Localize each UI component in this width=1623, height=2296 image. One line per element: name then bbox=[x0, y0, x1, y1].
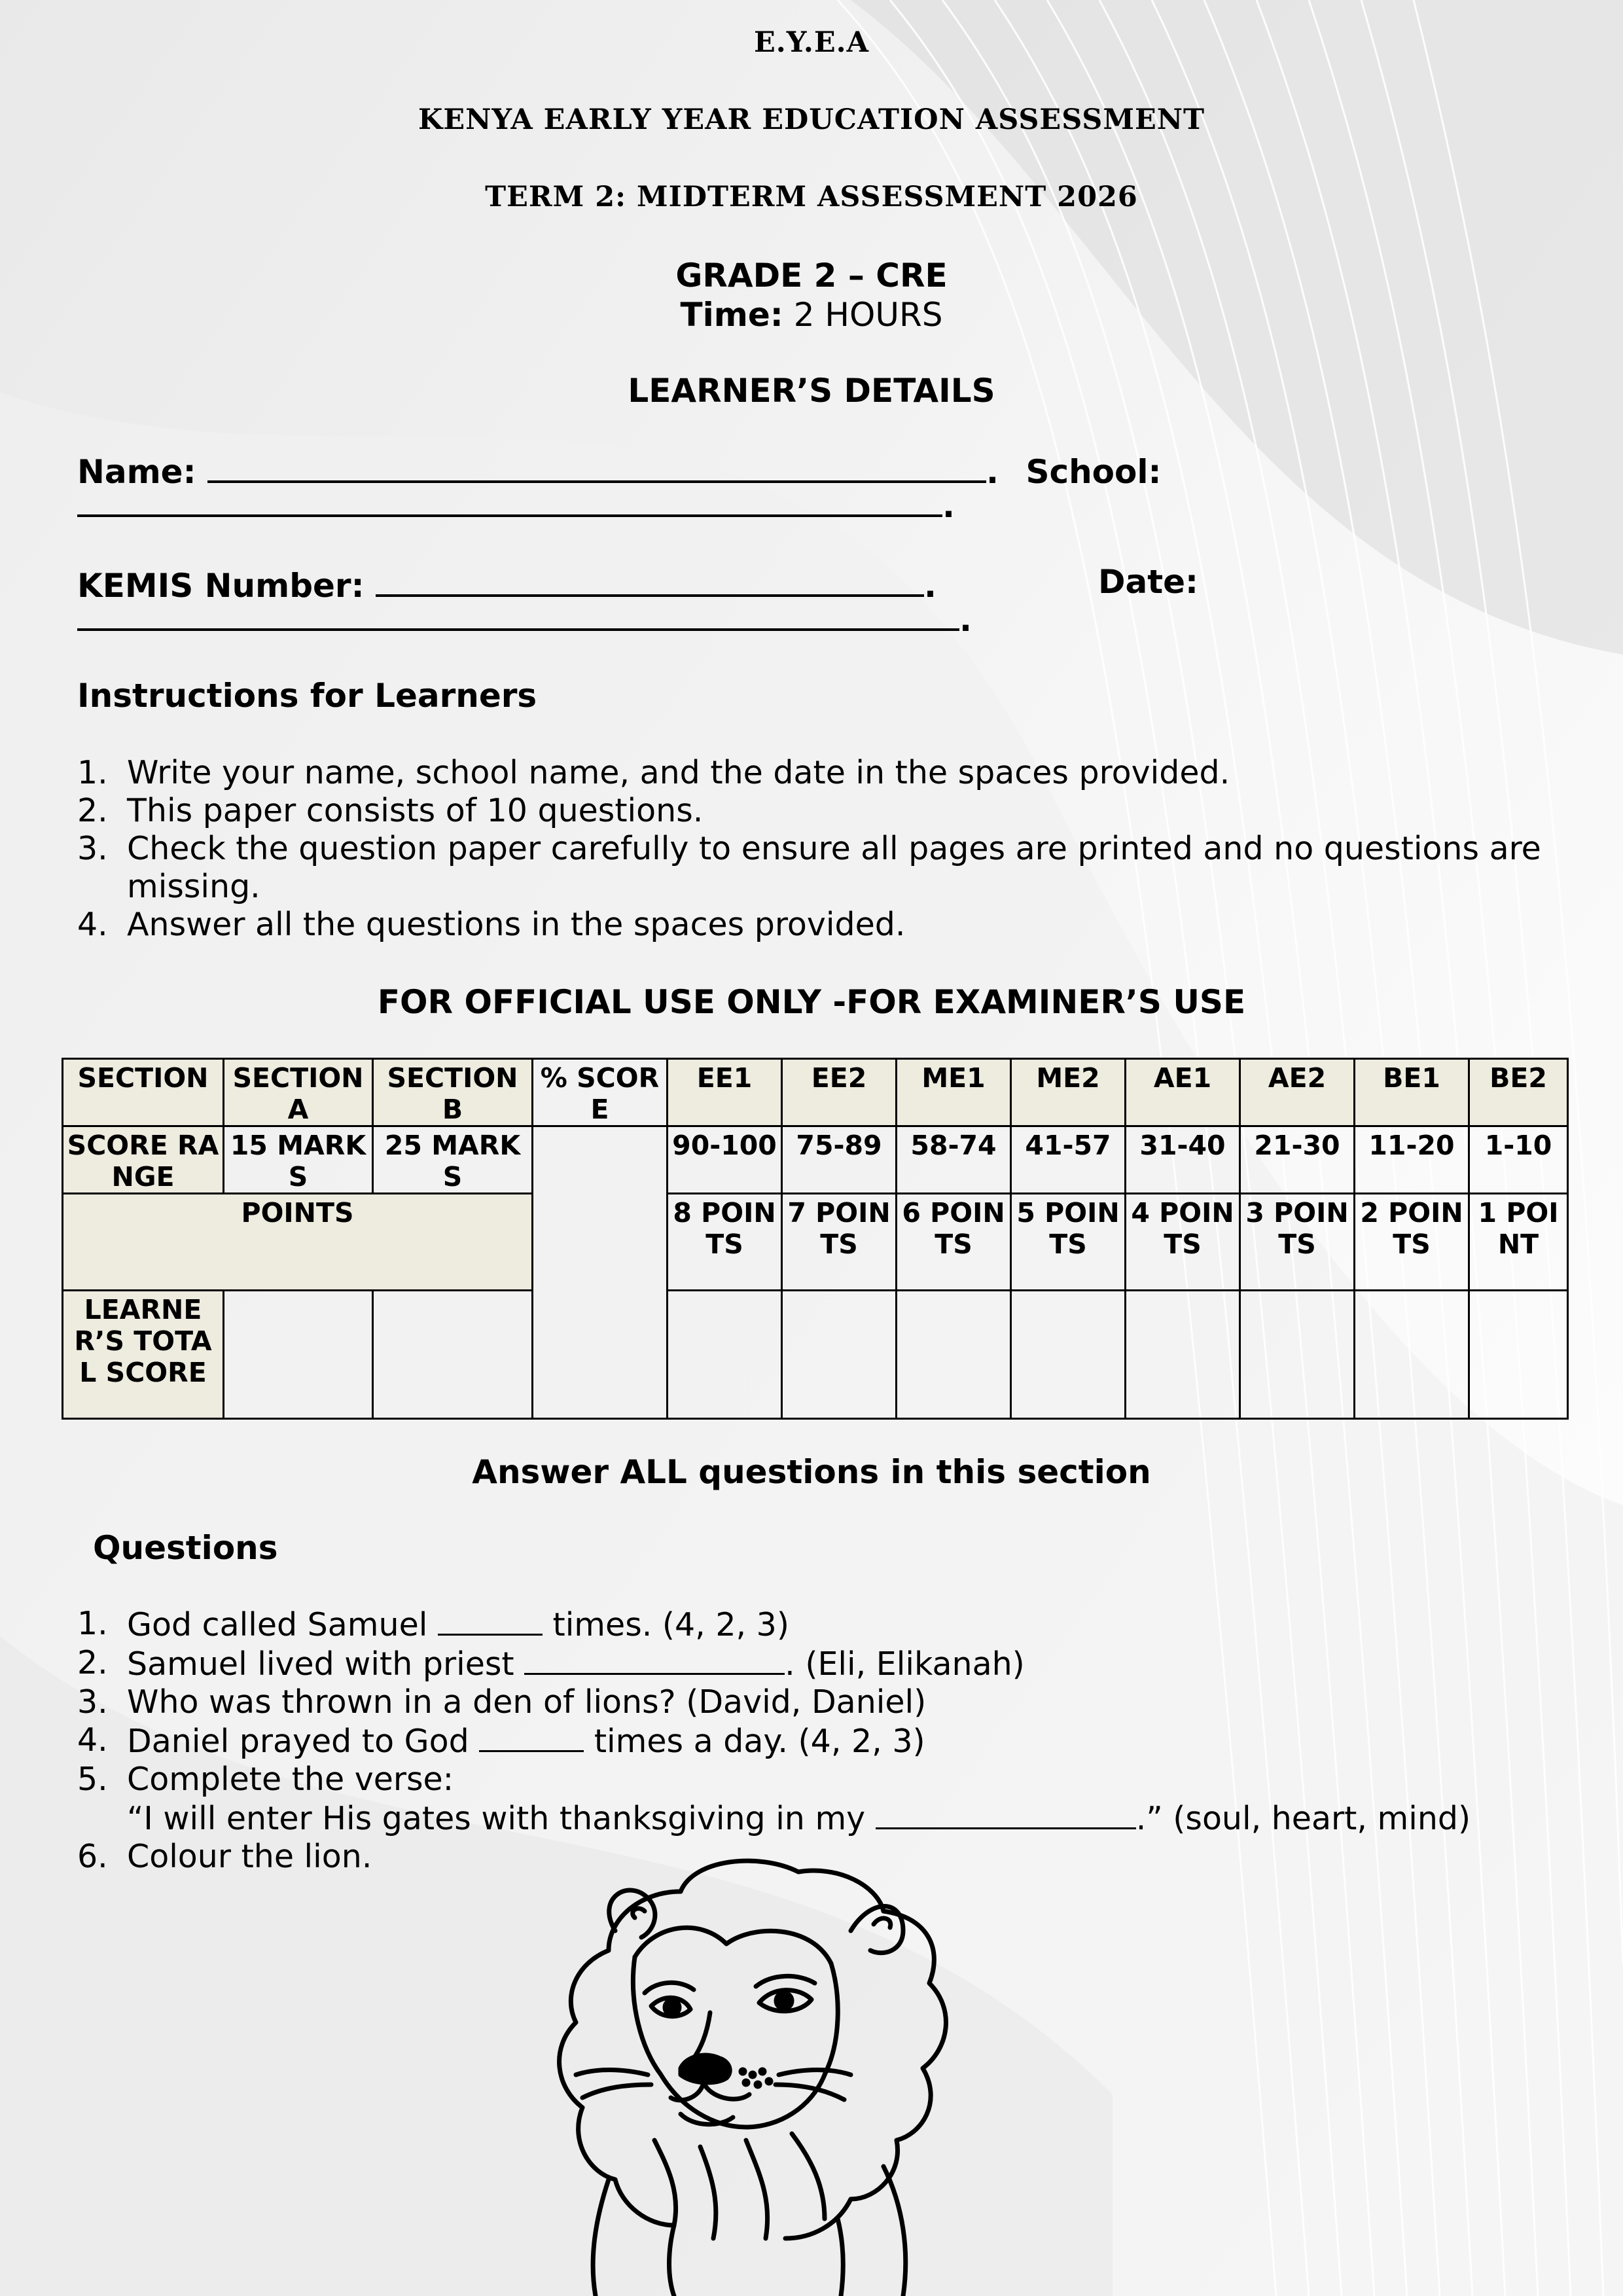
examiner-score-table bbox=[62, 1058, 1569, 1420]
question-item: 1. God called Samuel times. (4, 2, 3) bbox=[77, 1605, 789, 1643]
range-cell: 90-100 bbox=[668, 1126, 782, 1194]
level-score-cell[interactable] bbox=[1011, 1291, 1126, 1419]
header-cell: BE2 bbox=[1469, 1059, 1568, 1126]
instruction-item: 2. This paper consists of 10 questions. bbox=[77, 792, 704, 829]
kemis-row: KEMIS Number: . bbox=[77, 563, 936, 605]
name-field[interactable] bbox=[207, 449, 986, 483]
school-field[interactable] bbox=[77, 483, 942, 517]
points-label: POINTS bbox=[63, 1194, 533, 1291]
range-cell: 21-30 bbox=[1240, 1126, 1355, 1194]
header-cell: BE1 bbox=[1355, 1059, 1469, 1126]
questions-list bbox=[77, 1605, 1596, 1876]
lion-icon[interactable] bbox=[484, 1852, 1008, 2296]
level-score-cell[interactable] bbox=[1469, 1291, 1568, 1419]
level-score-cell[interactable] bbox=[1126, 1291, 1240, 1419]
answer-blank[interactable] bbox=[524, 1644, 785, 1675]
school-row: . bbox=[77, 483, 955, 525]
instruction-item: 3. Check the question paper carefully to ensure all pages are printed and no questions are missing. bbox=[77, 830, 1541, 905]
header-cell: EE1 bbox=[668, 1059, 782, 1126]
points-cell: 1 POINT bbox=[1469, 1194, 1568, 1291]
section-b-marks: 25 MARKS bbox=[373, 1126, 533, 1194]
points-cell: 7 POINTS bbox=[782, 1194, 897, 1291]
range-cell: 11-20 bbox=[1355, 1126, 1469, 1194]
level-score-cell[interactable] bbox=[1355, 1291, 1469, 1419]
question-item: 6. Colour the lion. bbox=[77, 1838, 372, 1875]
range-cell: 58-74 bbox=[897, 1126, 1011, 1194]
section-a-marks: 15 MARKS bbox=[224, 1126, 373, 1194]
term-title: TERM 2: MIDTERM ASSESSMENT 2026 bbox=[485, 181, 1138, 213]
header-cell: SECTION bbox=[63, 1059, 224, 1126]
name-label: Name: bbox=[77, 453, 196, 491]
header-cell: SECTION B bbox=[373, 1059, 533, 1126]
level-score-cell[interactable] bbox=[1240, 1291, 1355, 1419]
range-cell: 31-40 bbox=[1126, 1126, 1240, 1194]
name-row: Name: . School: bbox=[77, 449, 1162, 491]
total-score-label: LEARNER’S TOTAL SCORE bbox=[63, 1291, 224, 1419]
instruction-item: 4. Answer all the questions in the spaces provided. bbox=[77, 906, 906, 943]
level-score-cell[interactable] bbox=[782, 1291, 897, 1419]
org-name: KENYA EARLY YEAR EDUCATION ASSESSMENT bbox=[418, 103, 1205, 136]
answer-blank[interactable] bbox=[438, 1605, 543, 1636]
answer-blank[interactable] bbox=[479, 1721, 584, 1752]
section-instruction: Answer ALL questions in this section bbox=[472, 1453, 1151, 1491]
range-cell: 1-10 bbox=[1469, 1126, 1568, 1194]
question-item: 2. Samuel lived with priest . (Eli, Elikanah) bbox=[77, 1644, 1025, 1683]
level-score-cell[interactable] bbox=[897, 1291, 1011, 1419]
question-item: 5. Complete the verse: “I will enter His gates with thanksgiving in my .” (soul, heart, mind) bbox=[77, 1761, 1471, 1837]
grade-subject: GRADE 2 – CRE bbox=[675, 257, 948, 295]
points-cell: 5 POINTS bbox=[1011, 1194, 1126, 1291]
official-use-heading: FOR OFFICIAL USE ONLY -FOR EXAMINER’S USE bbox=[377, 983, 1246, 1021]
table-header-row bbox=[63, 1059, 1568, 1126]
points-cell: 2 POINTS bbox=[1355, 1194, 1469, 1291]
instruction-item: 1. Write your name, school name, and the date in the spaces provided. bbox=[77, 754, 1230, 791]
score-range-label: SCORE RANGE bbox=[63, 1126, 224, 1194]
time-value: 2 HOURS bbox=[793, 296, 943, 334]
score-range-row bbox=[63, 1126, 1568, 1194]
kemis-label: KEMIS Number: bbox=[77, 567, 365, 605]
school-label: School: bbox=[1026, 453, 1162, 491]
header-cell: ME2 bbox=[1011, 1059, 1126, 1126]
total-score-row bbox=[63, 1291, 1568, 1419]
learner-details-heading: LEARNER’S DETAILS bbox=[628, 372, 995, 410]
section-b-score-cell[interactable] bbox=[373, 1291, 533, 1419]
range-cell: 41-57 bbox=[1011, 1126, 1126, 1194]
header-cell: ME1 bbox=[897, 1059, 1011, 1126]
date-field[interactable] bbox=[77, 597, 959, 631]
points-cell: 8 POINTS bbox=[668, 1194, 782, 1291]
header-cell: % SCORE bbox=[533, 1059, 668, 1126]
time-line bbox=[0, 296, 1623, 334]
range-cell: 75-89 bbox=[782, 1126, 897, 1194]
instructions-list bbox=[77, 754, 1582, 944]
date-label: Date: bbox=[1098, 563, 1199, 601]
header-cell: AE1 bbox=[1126, 1059, 1240, 1126]
points-row bbox=[63, 1194, 1568, 1291]
header-cell: AE2 bbox=[1240, 1059, 1355, 1126]
points-cell: 6 POINTS bbox=[897, 1194, 1011, 1291]
answer-blank[interactable] bbox=[876, 1799, 1136, 1829]
header-cell: EE2 bbox=[782, 1059, 897, 1126]
kemis-field[interactable] bbox=[376, 563, 924, 597]
date-row: . bbox=[77, 597, 972, 639]
question-item: 4. Daniel prayed to God times a day. (4, 2, 3) bbox=[77, 1721, 925, 1760]
points-cell: 3 POINTS bbox=[1240, 1194, 1355, 1291]
section-a-score-cell[interactable] bbox=[224, 1291, 373, 1419]
instructions-heading: Instructions for Learners bbox=[77, 677, 537, 715]
questions-heading: Questions bbox=[93, 1529, 278, 1567]
percent-score-cell[interactable] bbox=[533, 1126, 668, 1419]
level-score-cell[interactable] bbox=[668, 1291, 782, 1419]
question-item: 3. Who was thrown in a den of lions? (David, Daniel) bbox=[77, 1683, 927, 1721]
time-label: Time: bbox=[680, 296, 783, 334]
header-cell: SECTION A bbox=[224, 1059, 373, 1126]
org-abbreviation: E.Y.E.A bbox=[754, 26, 869, 59]
points-cell: 4 POINTS bbox=[1126, 1194, 1240, 1291]
